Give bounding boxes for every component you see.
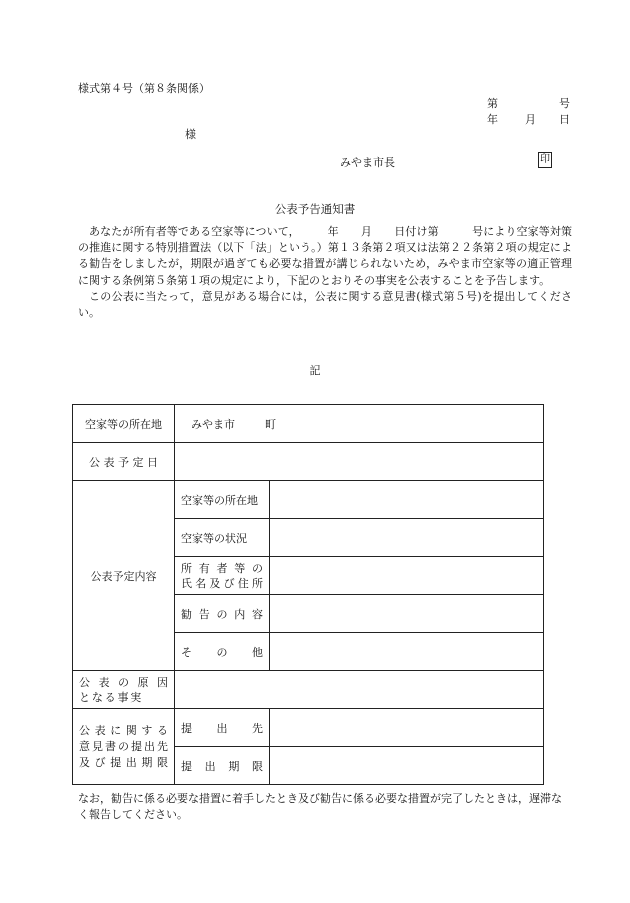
opinion-line-1: 公表に関する bbox=[79, 723, 168, 737]
location-city: みやま市 bbox=[191, 417, 235, 431]
owner-line-1: 所有者等の bbox=[181, 561, 263, 575]
content-value bbox=[270, 633, 544, 671]
content-item-status: 空家等の状況 bbox=[175, 519, 270, 557]
content-value bbox=[270, 519, 544, 557]
table-row bbox=[73, 405, 544, 443]
location-value bbox=[175, 405, 544, 443]
sender-name: みやま市長 bbox=[340, 156, 395, 169]
reason-value bbox=[175, 671, 544, 709]
content-label: 公表予定内容 bbox=[73, 481, 175, 671]
reason-line-2: となる事実 bbox=[79, 690, 142, 704]
content-value bbox=[270, 481, 544, 519]
submit-deadline-label: 提出期限 bbox=[181, 759, 263, 773]
location-town: 町 bbox=[265, 417, 276, 431]
form-number: 様式第４号（第８条関係） bbox=[78, 82, 210, 95]
table-row bbox=[73, 671, 544, 709]
seal-stamp: 印 bbox=[538, 152, 552, 168]
content-item-other: その他 bbox=[181, 645, 263, 659]
footer-note: なお，勧告に係る必要な措置に着手したとき及び勧告に係る必要な措置が完了したときは，遅滞なく報告してください。 bbox=[78, 792, 562, 821]
date-year: 年 bbox=[487, 113, 498, 126]
content-item-location: 空家等の所在地 bbox=[175, 481, 270, 519]
opinion-label bbox=[73, 709, 175, 785]
date-day: 日 bbox=[559, 113, 570, 126]
table-row bbox=[73, 481, 544, 519]
content-item-recommendation: 勧告の内容 bbox=[181, 607, 263, 621]
body-text bbox=[78, 224, 572, 321]
document-title: 公表予告通知書 bbox=[274, 202, 356, 216]
number-suffix: 号 bbox=[559, 97, 570, 110]
location-label: 空家等の所在地 bbox=[73, 405, 175, 443]
body-paragraph-1: あなたが所有者等である空家等について， 年 月 日付け第 号により空家等対策の推進に関する特別措置法（以下「法」という。）第１３条第２項又は法第２２条第２項の規定による勧告をしましたが，期限が過ぎても必要な措置が講じられないため，みやま市空家等の適正管理に関する条例第５条第１項の規定により，下記のとおりその事実を公表することを予告します。 bbox=[78, 225, 572, 287]
addressee-suffix: 様 bbox=[185, 128, 196, 141]
ki-heading: 記 bbox=[309, 364, 321, 377]
submit-deadline-value bbox=[270, 747, 544, 785]
owner-line-2: 氏名及び住所 bbox=[181, 576, 263, 590]
content-value bbox=[270, 595, 544, 633]
date-label: 公 表 予 定 日 bbox=[73, 443, 175, 481]
table-row bbox=[73, 443, 544, 481]
disclosure-table bbox=[72, 404, 544, 785]
table-row bbox=[73, 709, 544, 747]
number-prefix: 第 bbox=[487, 97, 498, 110]
opinion-line-2: 意見書の提出先 bbox=[79, 739, 168, 753]
submit-to-label: 提出先 bbox=[181, 721, 263, 735]
submit-to-value bbox=[270, 709, 544, 747]
content-value bbox=[270, 557, 544, 595]
reason-label bbox=[73, 671, 175, 709]
body-paragraph-2: この公表に当たって，意見がある場合には，公表に関する意見書(様式第５号)を提出してください。 bbox=[78, 289, 572, 320]
reason-line-1: 公表の原因 bbox=[79, 675, 168, 689]
date-value bbox=[175, 443, 544, 481]
date-month: 月 bbox=[525, 113, 536, 126]
opinion-line-3: 及び提出期限 bbox=[79, 755, 168, 769]
content-item-owner bbox=[175, 557, 270, 595]
